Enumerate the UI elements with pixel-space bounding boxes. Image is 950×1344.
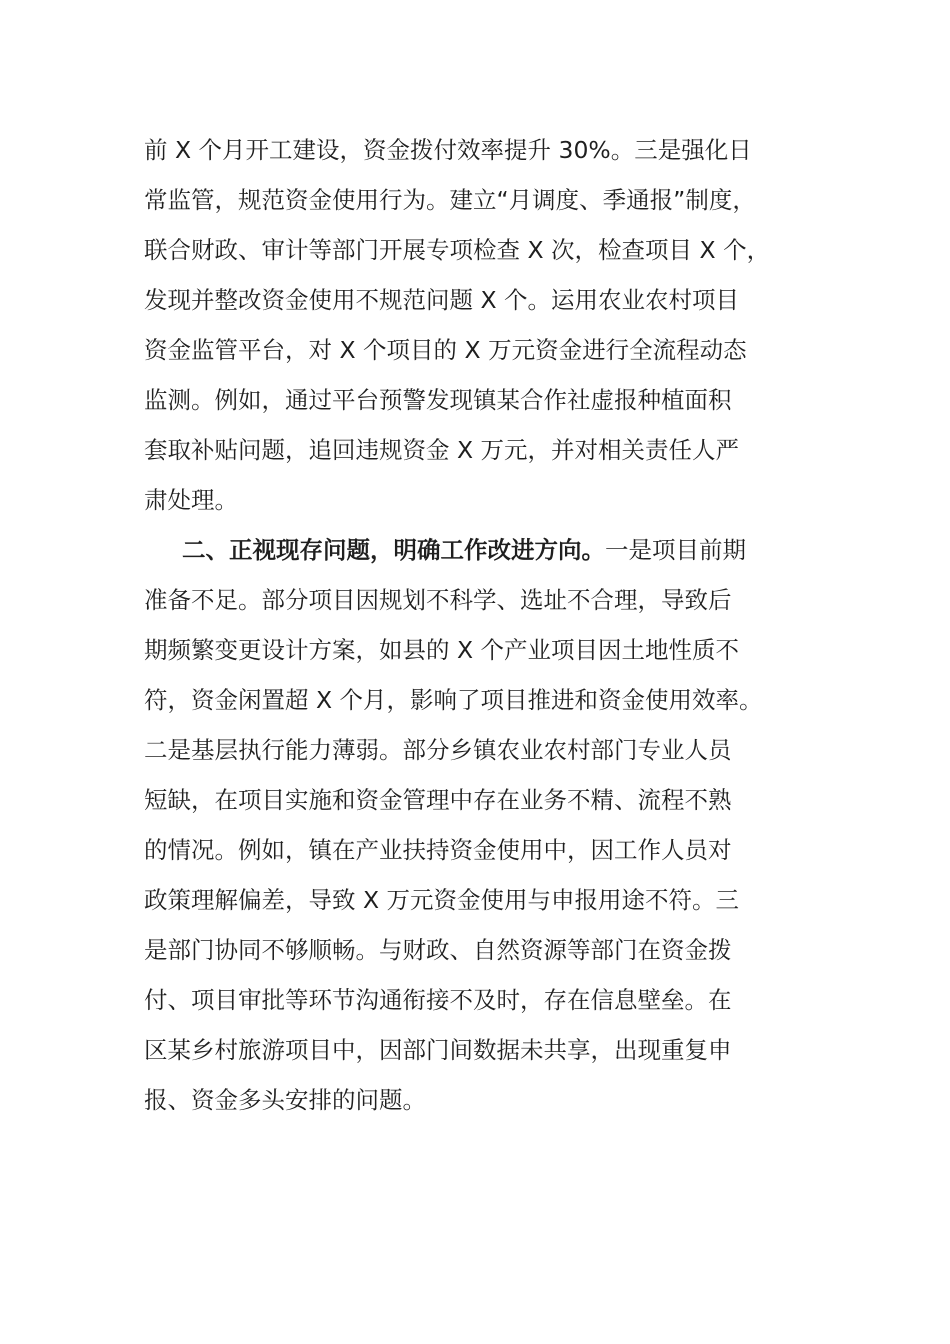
- paragraph-line: 常监管，规范资金使用行为。建立“月调度、季通报”制度，: [144, 186, 756, 214]
- paragraph-line: 套取补贴问题，追回违规资金 X 万元，并对相关责任人严: [144, 436, 740, 464]
- paragraph-line: 符，资金闲置超 X 个月，影响了项目推进和资金使用效率。: [144, 686, 763, 714]
- paragraph-line: 政策理解偏差，导致 X 万元资金使用与申报用途不符。三: [144, 886, 740, 914]
- paragraph-line: 准备不足。部分项目因规划不科学、选址不合理，导致后: [144, 586, 732, 614]
- paragraph-line: 二是基层执行能力薄弱。部分乡镇农业农村部门专业人员: [144, 736, 732, 764]
- paragraph-2: [144, 525, 794, 1125]
- paragraph-1: [144, 125, 794, 525]
- paragraph-line: 资金监管平台，对 X 个项目的 X 万元资金进行全流程动态: [144, 336, 747, 364]
- paragraph-line-rest: 一是项目前期: [605, 536, 746, 564]
- paragraph-line: 是部门协同不够顺畅。与财政、自然资源等部门在资金拨: [144, 936, 732, 964]
- paragraph-line: 报、资金多头安排的问题。: [144, 1086, 426, 1114]
- paragraph-line: 区某乡村旅游项目中，因部门间数据未共享，出现重复申: [144, 1036, 732, 1064]
- paragraph-line: 前 X 个月开工建设，资金拨付效率提升 30%。三是强化日: [144, 136, 752, 164]
- paragraph-line: 期频繁变更设计方案，如县的 X 个产业项目因土地性质不: [144, 636, 740, 664]
- paragraph-line: 的情况。例如，镇在产业扶持资金使用中，因工作人员对: [144, 836, 732, 864]
- paragraph-line: 肃处理。: [144, 486, 238, 514]
- paragraph-line: 短缺，在项目实施和资金管理中存在业务不精、流程不熟: [144, 786, 732, 814]
- paragraph-line: 监测。例如，通过平台预警发现镇某合作社虚报种植面积: [144, 386, 732, 414]
- paragraph-line: 发现并整改资金使用不规范问题 X 个。运用农业农村项目: [144, 286, 740, 314]
- paragraph-line: 联合财政、审计等部门开展专项检查 X 次，检查项目 X 个，: [144, 236, 771, 264]
- paragraph-line: 付、项目审批等环节沟通衔接不及时，存在信息壁垒。在: [144, 986, 732, 1014]
- paragraph-first-line: [144, 525, 794, 575]
- section-heading: 二、正视现存问题，明确工作改进方向。: [182, 536, 605, 564]
